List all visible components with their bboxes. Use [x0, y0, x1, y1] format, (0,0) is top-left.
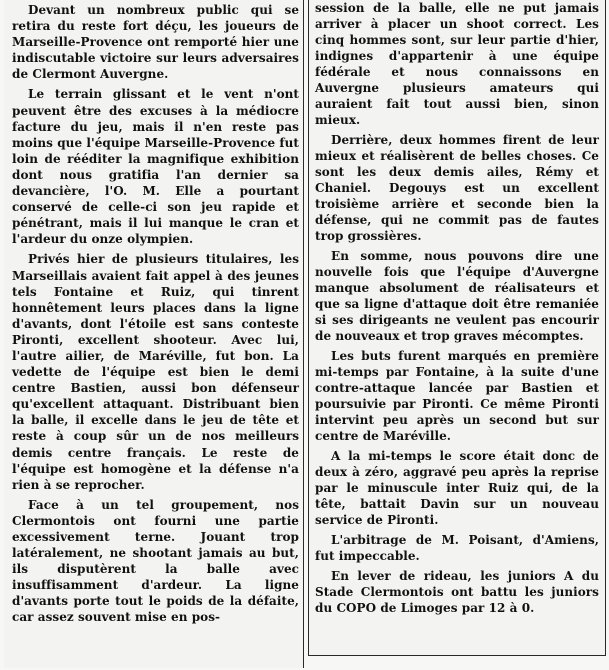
paragraph-summary: En somme, nous pouvons dire une nouvelle fois que l'équipe d'Auvergne manque absolument de réalisateurs et que sa ligne d'attaque doit être remaniée si ses dirigeants ne veulent pas encourir de nouveaux et trop graves mécomptes. [315, 249, 599, 343]
paragraph-marseille-lineup: Privés hier de plusieurs titulaires, les Marseillais avaient fait appel à des jeunes tels Fontaine et Ruiz, qui tinrent honnêtement leurs places dans la ligne d'avants, dont l'étoile est sans conteste Pironti, excellent shooteur. Avec lui, l'autre ailier, de Maréville, fut bon. La vedette de l'équipe est bien le demi centre Bastien, aussi bon défenseur qu'excellent attaquant. Distribuant bien la balle, il excelle dans le jeu de tête et reste à coup sûr un de nos meilleurs demis centre français. Le reste de l'équipe est homogène et la défense n'a rien à se reprocher. [12, 252, 299, 492]
paragraph-defenders: Derrière, deux hommes firent de leur mieux et réalisèrent de belles choses. Ce sont les deux demis ailes, Rémy et Chaniel. Degouys est un excellent troisième arrière et seconde bien la défense, qui ne commit pas de fautes trop grossières. [315, 133, 599, 243]
paragraph-clermont-performance: Face à un tel groupement, nos Clermontois ont fourni une partie excessivement terne. Jouant trop latéralement, ne shootant jamais au but, ils disputèrent la balle avec insuffisamment d'ardeur. La ligne d'avants porte tout le poids de la défaite, car assez souvent mise en pos- [12, 497, 299, 625]
paragraph-forwards-criticism: session de la balle, elle ne put jamais arriver à placer un shoot correct. Les cinq hommes sont, sur leur partie d'hier, indignes d'appartenir à une équipe fédérale et nous connaissons en Auvergne plusieurs amateurs qui auraient fait tout aussi bien, sinon mieux. [315, 1, 599, 127]
paragraph-intro: Devant un nombreux public qui se retira du reste fort déçu, les joueurs de Marseille-Provence ont remporté hier une indiscutable victoire sur leurs adversaires de Clermont Auvergne. [12, 3, 299, 82]
article-column-right [308, 0, 606, 656]
paragraph-half-time-score: A la mi-temps le score était donc de deux à zéro, aggravé peu après la reprise par le minuscule inter Ruiz qui, de la tête, battait Davin sur un nouveau service de Pironti. [315, 449, 599, 527]
paragraph-juniors-result: En lever de rideau, les juniors A du Stade Clermontois ont battu les juniors du COPO de Limoges par 12 à 0. [315, 569, 599, 615]
article-column-left [4, 0, 304, 668]
paragraph-referee: L'arbitrage de M. Poisant, d'Amiens, fut impeccable. [315, 533, 599, 563]
paragraph-first-half-goals: Les buts furent marqués en première mi-temps par Fontaine, à la suite d'une contre-attaque lancée par Bastien et poursuivie par Pironti. Ce même Pironti intervint peu après un second but sur centre de Maréville. [315, 349, 599, 443]
paragraph-match-quality: Le terrain glissant et le vent n'ont peuvent être des excuses à la médiocre facture du jeu, mais il n'en reste pas moins que l'équipe Marseille-Provence fut loin de rééditer la magnifique exhibition dont nous gratifia l'an dernier sa devancière, l'O. M. Elle a pourtant conservé de celle-ci son jeu rapide et pénétrant, mais il lui manque le cran et l'ardeur du onze olympien. [12, 87, 299, 247]
